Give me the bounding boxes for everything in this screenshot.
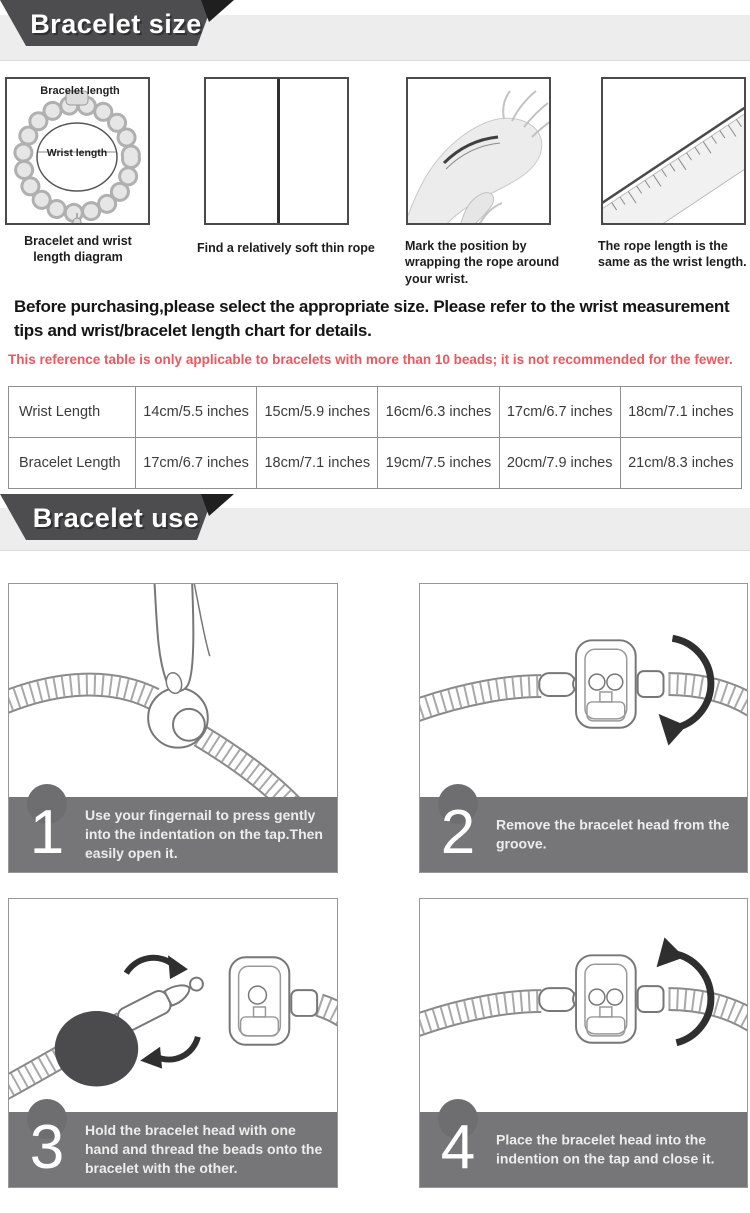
panel-ruler (601, 77, 746, 225)
table-row (9, 387, 742, 438)
step-number: 1 (29, 798, 65, 867)
size-cell: 21cm/8.3 inches (620, 438, 741, 489)
step-number: 4 (440, 1113, 476, 1182)
size-cell: 15cm/5.9 inches (257, 387, 378, 438)
section-title-use: Bracelet use (32, 503, 200, 533)
ruler-photo (603, 79, 744, 223)
panel-rope (204, 77, 349, 225)
panel-wrist-wrap (406, 77, 551, 225)
size-cell: 14cm/5.5 inches (136, 387, 257, 438)
step-panel-1 (8, 583, 338, 873)
step-panel-3 (8, 898, 338, 1188)
step-panel-2 (419, 583, 748, 873)
step-footer (420, 1112, 747, 1187)
step-number: 2 (440, 798, 476, 867)
size-cell: 17cm/6.7 inches (499, 387, 620, 438)
close-head-illustration (420, 899, 747, 1114)
step-footer (9, 1112, 337, 1187)
wrist-wrap-photo (408, 79, 549, 223)
step-footer (9, 797, 337, 872)
label-wrist-length: Wrist length (46, 147, 108, 159)
rope-image (277, 79, 280, 223)
step-text: Use your fingernail to press gently into the indentation on the tap.Then easily open it. (85, 806, 323, 862)
table-row (9, 438, 742, 489)
section-title-size: Bracelet size (30, 9, 202, 39)
caption-diagram: Bracelet and wrist length diagram (24, 234, 132, 265)
size-table (8, 386, 742, 489)
step-text: Hold the bracelet head with one hand and thread the beads onto the bracelet with the other. (85, 1121, 323, 1177)
note-text: This reference table is only applicable to bracelets with more than 10 beads; it is not recommended for the fewer. (8, 352, 733, 367)
panel-bracelet-diagram (5, 77, 150, 225)
label-bracelet-length: Bracelet length (40, 85, 120, 97)
step-text: Place the bracelet head into the indention on the tap and close it. (496, 1131, 715, 1167)
remove-head-illustration (420, 584, 747, 799)
press-clasp-illustration (9, 584, 337, 799)
step-panel-4 (419, 898, 748, 1188)
caption-rope: Find a relatively soft thin rope (197, 241, 375, 255)
thread-beads-illustration (9, 899, 337, 1114)
row-label: Bracelet Length (9, 438, 136, 489)
step-footer (420, 797, 747, 872)
size-cell: 19cm/7.5 inches (378, 438, 499, 489)
size-cell: 17cm/6.7 inches (136, 438, 257, 489)
size-cell: 16cm/6.3 inches (378, 387, 499, 438)
step-text: Remove the bracelet head from the groove. (496, 816, 730, 852)
caption-wrap: Mark the position by wrapping the rope around your wrist. (405, 239, 560, 286)
size-cell: 18cm/7.1 inches (620, 387, 741, 438)
step-number: 3 (29, 1113, 65, 1182)
size-cell: 18cm/7.1 inches (257, 438, 378, 489)
row-label: Wrist Length (9, 387, 136, 438)
caption-ruler: The rope length is the same as the wrist length. (598, 239, 747, 270)
intro-text: Before purchasing,please select the appropriate size. Please refer to the wrist measurement tips and wrist/bracelet length chart for details. (14, 297, 730, 340)
size-cell: 20cm/7.9 inches (499, 438, 620, 489)
